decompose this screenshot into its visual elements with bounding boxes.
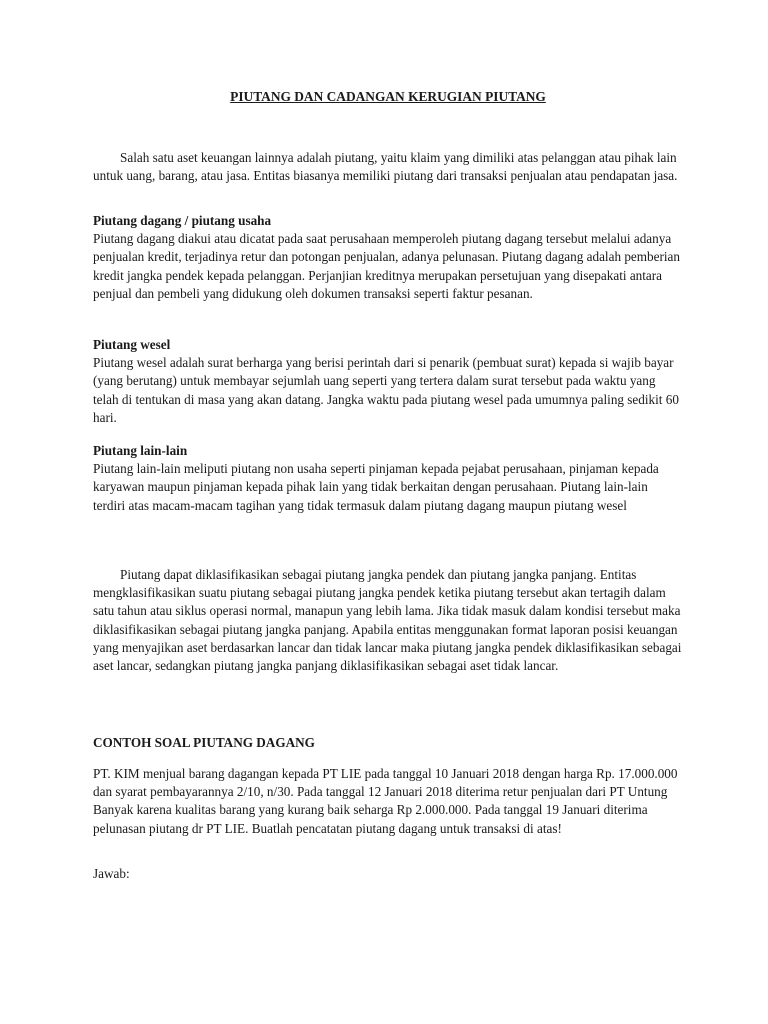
section-piutang-wesel xyxy=(93,336,683,427)
classification-paragraph: Piutang dapat diklasifikasikan sebagai piutang jangka pendek dan piutang jangka panjang. Entitas mengklasifikasikan suatu piutang sebagai piutang jangka pendek ketika piutang tersebut akan tertagih dalam satu tahun atau siklus operasi normal, manapun yang lebih lama. Jika tidak masuk dalam kondisi tersebut maka diklasifikasikan sebagai piutang jangka panjang. Apabila entitas menggunakan format laporan posisi keuangan yang menyajikan aset berdasarkan lancar dan tidak lancar maka piutang jangka pendek diklasifikasikan sebagai aset lancar, sedangkan piutang jangka panjang diklasifikasikan sebagai aset tidak lancar. xyxy=(93,567,682,674)
section-heading: Piutang lain-lain xyxy=(93,443,188,458)
section-body: Piutang dagang diakui atau dicatat pada saat perusahaan memperoleh piutang dagang tersebut melalui adanya penjualan kredit, terjadinya retur dan potongan penjualan, adanya pelunasan. Piutang dagang adalah pemberian kredit jangka pendek kepada pelanggan. Perjanjian kreditnya merupakan persetujuan yang disepakati antara penjual dan pembeli yang didukung oleh dokumen transaksi seperti faktur pesanan. xyxy=(93,231,680,301)
section-heading: Piutang dagang / piutang usaha xyxy=(93,213,272,228)
section-piutang-dagang xyxy=(93,212,683,303)
example-title: CONTOH SOAL PIUTANG DAGANG xyxy=(93,735,315,750)
document-title: PIUTANG DAN CADANGAN KERUGIAN PIUTANG xyxy=(230,89,546,104)
answer-label: Jawab: xyxy=(93,866,130,881)
section-heading: Piutang wesel xyxy=(93,337,171,352)
intro-paragraph: Salah satu aset keuangan lainnya adalah piutang, yaitu klaim yang dimiliki atas pelanggan atau pihak lain untuk uang, barang, atau jasa. Entitas biasanya memiliki piutang dari transaksi penjualan atau pendapatan jasa. xyxy=(93,150,678,184)
example-body: PT. KIM menjual barang dagangan kepada PT LIE pada tanggal 10 Januari 2018 dengan harga Rp. 17.000.000 dan syarat pembayarannya 2/10, n/30. Pada tanggal 12 Januari 2018 diterima retur penjualan dari PT Untung Banyak karena kualitas barang yang kurang baik seharga Rp 2.000.000. Pada tanggal 19 Januari diterima pelunasan piutang dr PT LIE. Buatlah pencatatan piutang dagang untuk transaksi di atas! xyxy=(93,766,678,836)
section-body: Piutang wesel adalah surat berharga yang berisi perintah dari si penarik (pembuat surat) kepada si wajib bayar (yang berutang) untuk membayar sejumlah uang seperti yang tertera dalam surat tersebut pada waktu yang telah di tentukan di masa yang akan datang. Jangka waktu pada piutang wesel pada umumnya paling sedikit 60 hari. xyxy=(93,355,679,425)
section-body: Piutang lain-lain meliputi piutang non usaha seperti pinjaman kepada pejabat perusahaan, pinjaman kepada karyawan maupun pinjaman kepada pihak lain yang tidak berkaitan dengan perusahaan. Piutang lain-lain terdiri atas macam-macam tagihan yang tidak termasuk dalam piutang dagang maupun piutang wesel xyxy=(93,461,659,513)
section-piutang-lain-lain xyxy=(93,442,683,515)
